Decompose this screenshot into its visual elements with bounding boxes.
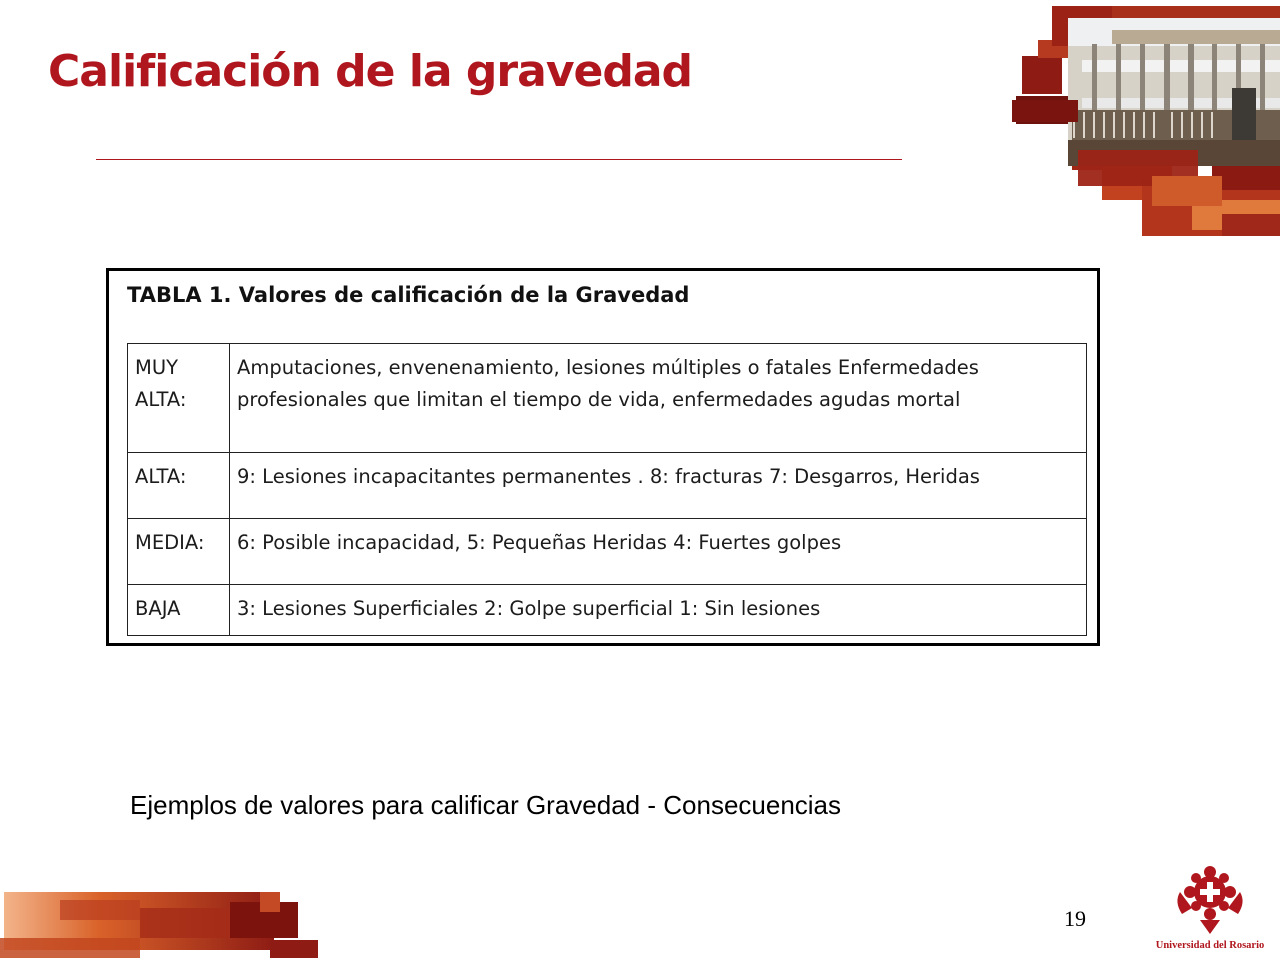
logo-text: Universidad del Rosario <box>1155 940 1265 951</box>
table-row <box>128 585 1087 636</box>
severity-description: Amputaciones, envenenamiento, lesiones múltiples o fatales Enfermedades profesionales que limitan el tiempo de vida, enfermedades agudas mortal <box>230 344 1087 453</box>
table-row <box>128 519 1087 585</box>
university-crest-icon <box>1170 862 1250 936</box>
page-number: 19 <box>1064 906 1086 931</box>
building-arcade-photo <box>1012 0 1280 240</box>
severity-description: 6: Posible incapacidad, 5: Pequeñas Heridas 4: Fuertes golpes <box>230 519 1087 585</box>
severity-level <box>128 344 230 453</box>
severity-level: MEDIA: <box>128 519 230 585</box>
severity-table-image <box>106 268 1100 646</box>
title-underline <box>96 159 902 160</box>
bottom-decoration <box>0 890 320 960</box>
level-label: ALTA: <box>135 388 187 411</box>
table-row <box>128 453 1087 519</box>
severity-table <box>127 343 1087 636</box>
university-logo <box>1140 862 1280 960</box>
level-label: MUY <box>135 356 179 379</box>
slide-title: Calificación de la gravedad <box>48 46 693 97</box>
severity-level: ALTA: <box>128 453 230 519</box>
table-caption: TABLA 1. Valores de calificación de la Gravedad <box>127 283 690 307</box>
slide-subtitle: Ejemplos de valores para calificar Gravedad - Consecuencias <box>130 790 842 820</box>
severity-level: BAJA <box>128 585 230 636</box>
severity-description: 3: Lesiones Superficiales 2: Golpe superficial 1: Sin lesiones <box>230 585 1087 636</box>
table-row <box>128 344 1087 453</box>
severity-description: 9: Lesiones incapacitantes permanentes . 8: fracturas 7: Desgarros, Heridas <box>230 453 1087 519</box>
